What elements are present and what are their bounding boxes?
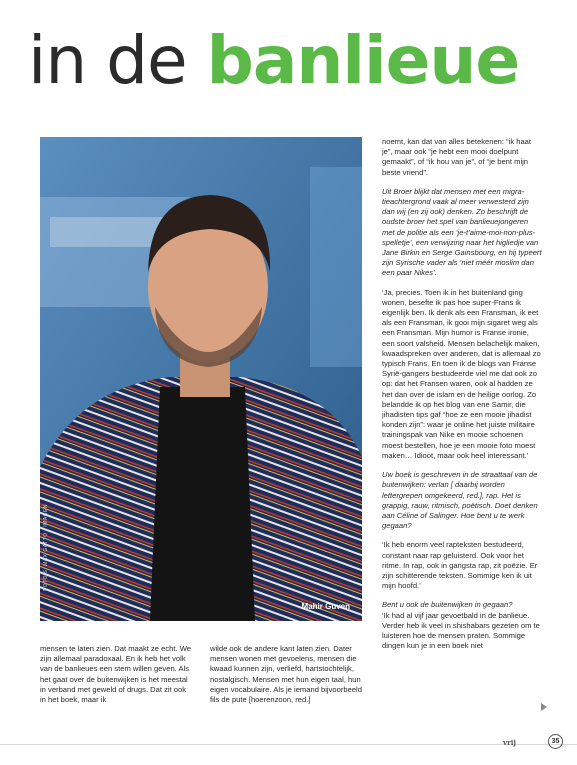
interview-question: Uw boek is geschreven in de straattaal van de buitenwijken: verlan [ daarbij worden lettergrepen omgekeerd, red.], rap. Het is grappig, rauw, ritmisch, poëtisch. Doet denken aan Céline of Salinger. Hoe bent u te werk gegaan? <box>382 470 538 531</box>
headline <box>28 22 520 99</box>
article-bottom-column-1 <box>40 644 194 714</box>
paragraph: wilde ook de andere kant laten zien. Dater mensen wonen met gevoelens, mensen die kwaad kunnen zijn, verliefd, hartstochtelijk, nostalgisch. Mensen met hun eigen taal, hun eigen vocabulaire. Als je iemand bijvoorbeeld fils de pute [hoerenzoon, red.] <box>210 644 362 705</box>
paragraph: ‘Ik heb enorm veel rapteksten bestudeerd, constant naar rap geluisterd. Ook voor het ritme. In rap, ook in gangsta rap, zit poëzie. Er zijn schitterende teksten. Sommige ken ik uit mijn hoofd.’ <box>382 540 538 591</box>
headline-word-1: in de <box>28 22 187 99</box>
paragraph: mensen te laten zien. Dat maakt ze echt. We zijn allemaal paradoxaal. En ik heb het volk van de banlieues een stem willen geven. Als het gaat over de buitenwijken is het meestal in verband met geweld of drugs. Dat zit ook in het boek, maar ik <box>40 644 191 705</box>
portrait-photo <box>40 137 362 621</box>
footer-divider <box>0 744 577 745</box>
paragraph: ‘Ja, precies. Toen ik in het buitenland ging wonen, besefte ik pas hoe super-Frans ik eigenlijk ben. Ik denk als een Fransman, ik eet als een Fransman, ik gooi mijn sigaret weg als een Fransman. Mijn humor is Franse ironie, een soort valsheid. Mensen belachelijk maken, kwaadspreken over anderen, dat is allemaal zo typisch Frans. En toen ik de blogs van Franse Syrië-gangers bestudeerde viel me dat ook zo op: dat het Fransen waren, ook al hadden ze het dan over de islam en de heilige oorlog. Zo belandde ik op het blog van ene Samir, die jihadisten tips gaf “hoe ze een mooie jihadist konden zijn”: waar je online het juiste militaire trainingspak van Nike en mooie schoenen moest bestellen, hoe je een mooie foto moest maken… Idioot, maar ook heel interessant.’ <box>382 287 541 460</box>
continue-arrow-icon <box>541 703 547 711</box>
interview-question: Uit Broer blijkt dat mensen met een migratieachtergrond vaak al meer verwesterd zijn dan wij (en zij ook) denken. Zo beschrijft de oudste broer het spel van banlieuejongeren met de politie als een ‘je-t’aime-moi-non-plus-spelletje’, een verwijzing naar het higliedje van Jane Birkin en Serge Gainsbourg, en hij typeert zijn Syrische vader als ‘niet méér moslim dan een paar Nikes’. <box>382 186 542 278</box>
portrait-illustration <box>40 137 362 621</box>
photo-caption: Mahir Guven <box>301 602 350 611</box>
headline-word-2: banlieue <box>206 22 520 99</box>
photo-credit: FOTO'S: MAX GATTO / IMAGEN <box>43 504 49 591</box>
article-bottom-column-2 <box>210 644 363 714</box>
article-right-column <box>382 137 542 660</box>
paragraph: ‘Ik had al vijf jaar gevoetbald in de banlieue. Verder heb ik veel in shishabars gezeten om te luisteren hoe de mensen praten. Sommige dingen kun je in een boek niet <box>382 610 540 651</box>
interview-question: Bent u ook de buitenwijken in gegaan? <box>382 600 513 610</box>
page-number: 35 <box>548 734 563 749</box>
paragraph: noemt, kan dat van alles betekenen: “ik haat je”, maar ook “je hebt een mooi doelpunt gemaakt”, of “ik hou van je”, of “je bent mijn beste vriend”. <box>382 137 532 177</box>
magazine-logo: vrij <box>503 738 516 747</box>
